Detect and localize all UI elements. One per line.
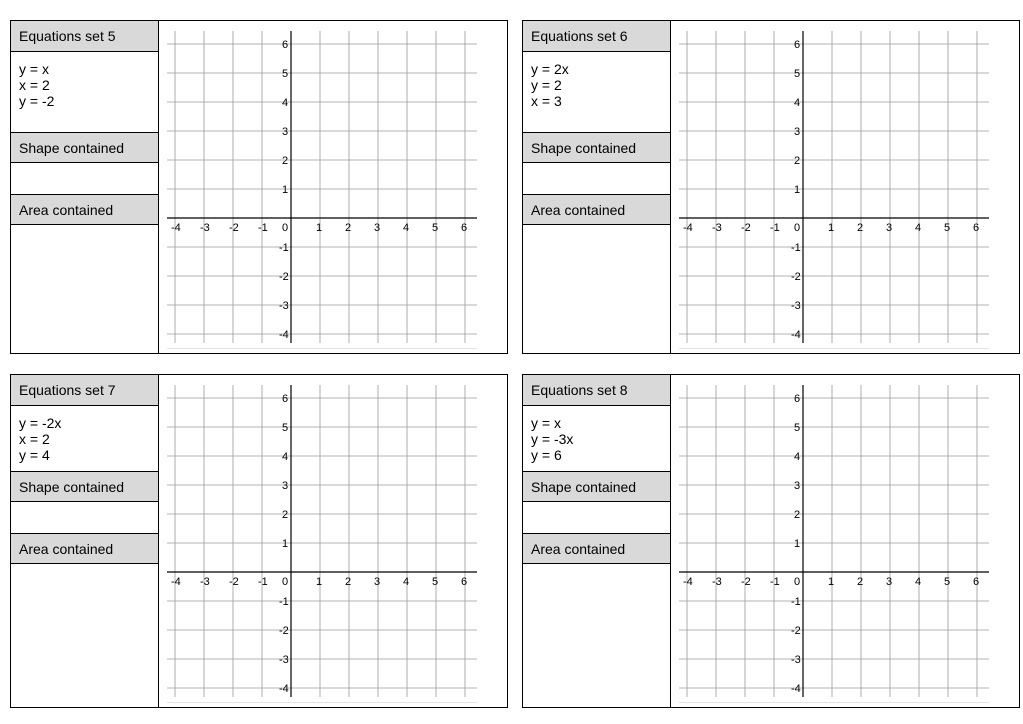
grid-lines bbox=[167, 31, 477, 349]
x-tick-label: 3 bbox=[886, 576, 893, 588]
y-tick-label: -3 bbox=[791, 654, 801, 666]
x-tick-label: -4 bbox=[683, 576, 693, 588]
x-tick-label: 0 bbox=[794, 222, 801, 234]
grid-lines bbox=[167, 385, 477, 703]
x-tick-label: 1 bbox=[316, 222, 323, 234]
y-tick-label: 2 bbox=[282, 155, 289, 167]
x-tick-label: 5 bbox=[432, 576, 439, 588]
equation: y = 4 bbox=[19, 447, 50, 463]
info-panel bbox=[11, 375, 159, 707]
x-tick-label: -2 bbox=[741, 222, 751, 234]
info-panel bbox=[11, 21, 159, 353]
x-tick-label: 2 bbox=[857, 576, 864, 588]
x-tick-label: 2 bbox=[857, 222, 864, 234]
area-contained-label: Area contained bbox=[11, 533, 158, 564]
grid-lines bbox=[679, 385, 989, 703]
y-tick-label: 6 bbox=[282, 393, 289, 405]
y-tick-label: 6 bbox=[794, 39, 801, 51]
equation: y = 6 bbox=[531, 447, 562, 463]
equation: y = 2x bbox=[531, 61, 569, 77]
worksheet-card-set-5 bbox=[10, 20, 508, 354]
x-tick-label: 3 bbox=[374, 576, 381, 588]
x-tick-label: -3 bbox=[200, 222, 210, 234]
x-tick-label: 0 bbox=[282, 222, 289, 234]
y-tick-label: -3 bbox=[791, 300, 801, 312]
worksheet-card-set-8 bbox=[522, 374, 1020, 708]
y-tick-label: 1 bbox=[282, 538, 289, 550]
shape-contained-label: Shape contained bbox=[523, 471, 670, 502]
area-contained-label: Area contained bbox=[523, 533, 670, 564]
coordinate-grid bbox=[671, 375, 1019, 707]
y-tick-label: 1 bbox=[794, 184, 801, 196]
x-tick-label: 4 bbox=[915, 222, 922, 234]
y-tick-label: -2 bbox=[791, 625, 801, 637]
x-tick-label: 4 bbox=[915, 576, 922, 588]
area-contained-label: Area contained bbox=[523, 194, 670, 225]
y-tick-label: -1 bbox=[791, 596, 801, 608]
shape-contained-label: Shape contained bbox=[11, 132, 158, 163]
equation: y = -2 bbox=[19, 93, 55, 109]
equation: x = 2 bbox=[19, 431, 50, 447]
y-tick-label: -4 bbox=[279, 683, 289, 695]
x-tick-label: 3 bbox=[886, 222, 893, 234]
x-tick-label: -1 bbox=[258, 576, 268, 588]
y-tick-label: 2 bbox=[794, 155, 801, 167]
x-tick-label: 3 bbox=[374, 222, 381, 234]
x-tick-label: -4 bbox=[171, 222, 181, 234]
x-tick-label: 5 bbox=[944, 576, 951, 588]
x-tick-label: -2 bbox=[229, 222, 239, 234]
equation-list bbox=[19, 415, 61, 463]
equation-list bbox=[531, 61, 569, 109]
y-tick-label: 4 bbox=[794, 451, 801, 463]
y-tick-label: -4 bbox=[791, 683, 801, 695]
y-tick-label: -3 bbox=[279, 300, 289, 312]
x-tick-label: 0 bbox=[794, 576, 801, 588]
y-tick-label: -2 bbox=[279, 271, 289, 283]
y-tick-label: 3 bbox=[794, 126, 801, 138]
x-tick-label: 6 bbox=[461, 222, 468, 234]
y-tick-label: 1 bbox=[794, 538, 801, 550]
equations-set-title: Equations set 6 bbox=[523, 21, 670, 52]
y-tick-label: 5 bbox=[282, 68, 289, 80]
info-panel bbox=[523, 21, 671, 353]
x-tick-label: -4 bbox=[171, 576, 181, 588]
equations-set-title: Equations set 7 bbox=[11, 375, 158, 406]
x-tick-label: -2 bbox=[229, 576, 239, 588]
x-tick-label: 1 bbox=[316, 576, 323, 588]
y-tick-label: 5 bbox=[794, 68, 801, 80]
y-tick-label: -3 bbox=[279, 654, 289, 666]
y-tick-label: 2 bbox=[282, 509, 289, 521]
x-tick-label: 6 bbox=[461, 576, 468, 588]
coordinate-grid bbox=[159, 21, 507, 353]
x-tick-label: 4 bbox=[403, 222, 410, 234]
equations-set-title: Equations set 8 bbox=[523, 375, 670, 406]
y-tick-label: 4 bbox=[282, 451, 289, 463]
grid-lines bbox=[679, 31, 989, 349]
y-tick-label: 2 bbox=[794, 509, 801, 521]
y-tick-label: -1 bbox=[279, 242, 289, 254]
area-contained-label: Area contained bbox=[11, 194, 158, 225]
y-tick-label: 4 bbox=[794, 97, 801, 109]
x-tick-label: 5 bbox=[432, 222, 439, 234]
coordinate-grid bbox=[159, 375, 507, 707]
x-tick-label: -3 bbox=[712, 222, 722, 234]
y-tick-label: -1 bbox=[279, 596, 289, 608]
equations-set-title: Equations set 5 bbox=[11, 21, 158, 52]
y-tick-label: -1 bbox=[791, 242, 801, 254]
y-tick-label: -4 bbox=[279, 329, 289, 341]
y-tick-label: 4 bbox=[282, 97, 289, 109]
x-tick-label: -3 bbox=[712, 576, 722, 588]
x-tick-label: -1 bbox=[770, 576, 780, 588]
equation-list bbox=[531, 415, 573, 463]
x-tick-label: -1 bbox=[258, 222, 268, 234]
y-tick-label: 3 bbox=[794, 480, 801, 492]
y-tick-label: 3 bbox=[282, 480, 289, 492]
x-tick-label: 6 bbox=[973, 576, 980, 588]
coordinate-grid bbox=[671, 21, 1019, 353]
y-tick-label: 5 bbox=[282, 422, 289, 434]
equation: y = -3x bbox=[531, 431, 574, 447]
y-tick-label: -2 bbox=[791, 271, 801, 283]
x-tick-label: 0 bbox=[282, 576, 289, 588]
shape-contained-label: Shape contained bbox=[11, 471, 158, 502]
x-tick-label: -2 bbox=[741, 576, 751, 588]
x-tick-label: -1 bbox=[770, 222, 780, 234]
equation: y = x bbox=[531, 415, 561, 431]
worksheet-card-set-7 bbox=[10, 374, 508, 708]
worksheet-card-set-6 bbox=[522, 20, 1020, 354]
y-tick-label: -4 bbox=[791, 329, 801, 341]
x-tick-label: 1 bbox=[828, 222, 835, 234]
x-tick-label: 6 bbox=[973, 222, 980, 234]
shape-contained-label: Shape contained bbox=[523, 132, 670, 163]
x-tick-label: 5 bbox=[944, 222, 951, 234]
equation: x = 2 bbox=[19, 77, 50, 93]
x-tick-label: 2 bbox=[345, 576, 352, 588]
equation-list bbox=[19, 61, 54, 109]
x-tick-label: -4 bbox=[683, 222, 693, 234]
y-tick-label: 1 bbox=[282, 184, 289, 196]
equation: y = x bbox=[19, 61, 49, 77]
x-tick-label: 4 bbox=[403, 576, 410, 588]
y-tick-label: 3 bbox=[282, 126, 289, 138]
y-tick-label: 5 bbox=[794, 422, 801, 434]
y-tick-label: 6 bbox=[794, 393, 801, 405]
x-tick-label: 1 bbox=[828, 576, 835, 588]
equation: x = 3 bbox=[531, 93, 562, 109]
equation: y = -2x bbox=[19, 415, 62, 431]
x-tick-label: 2 bbox=[345, 222, 352, 234]
info-panel bbox=[523, 375, 671, 707]
x-tick-label: -3 bbox=[200, 576, 210, 588]
equation: y = 2 bbox=[531, 77, 562, 93]
y-tick-label: 6 bbox=[282, 39, 289, 51]
y-tick-label: -2 bbox=[279, 625, 289, 637]
